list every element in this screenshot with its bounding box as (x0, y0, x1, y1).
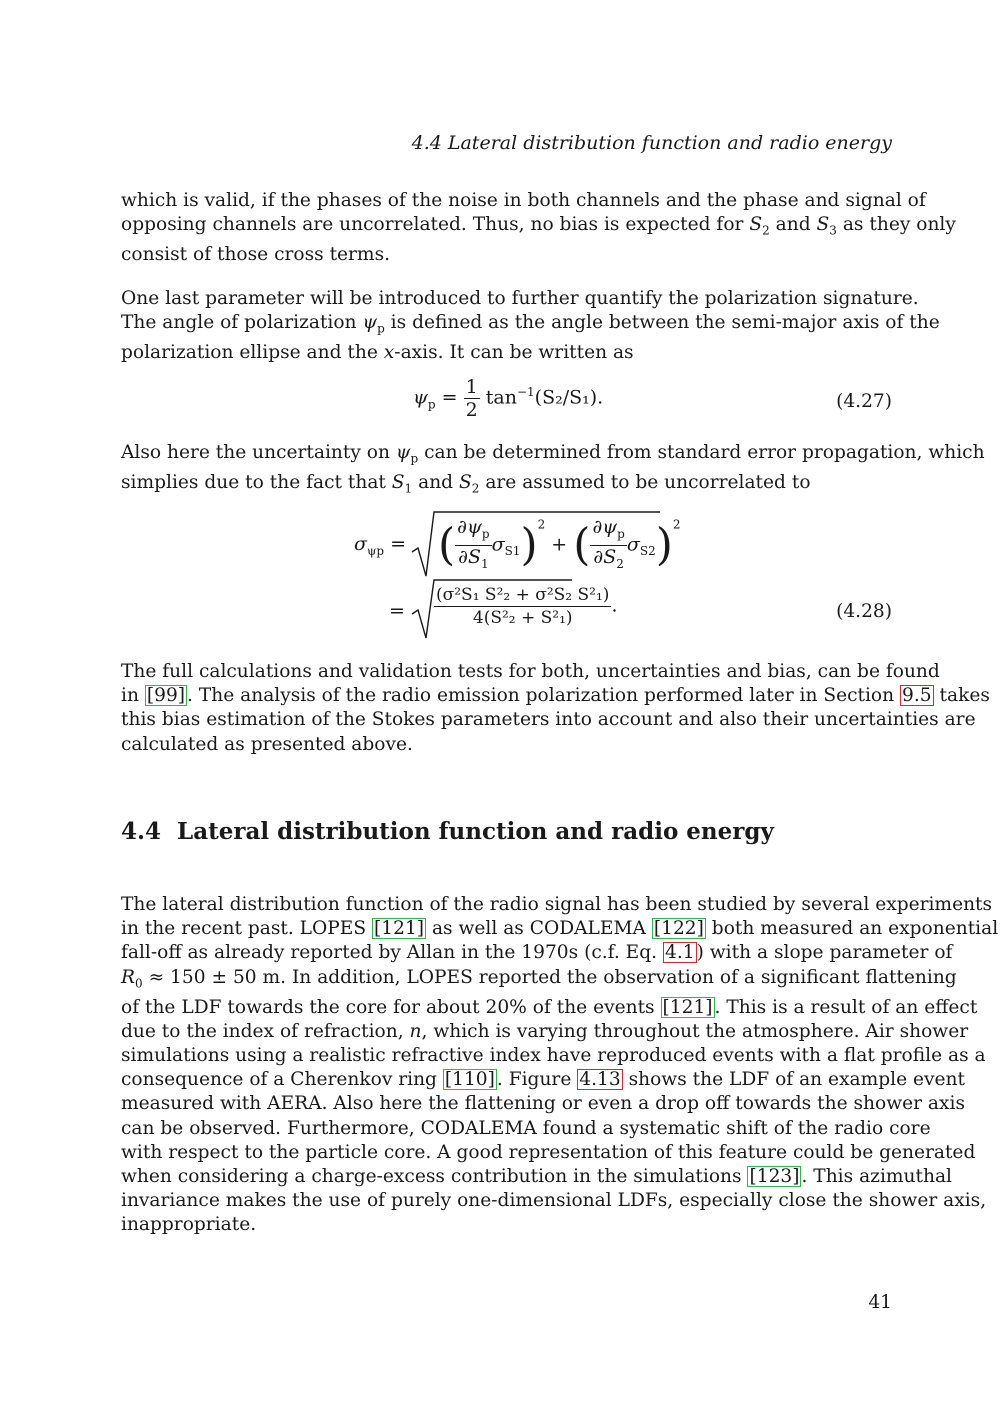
text-line: invariance makes the use of purely one-dimensional LDFs, especially close the shower axis, (121, 1190, 987, 1212)
equation-number: (4.28) (836, 601, 892, 622)
text-line: due to the index of refraction, n, which is varying throughout the atmosphere. Air shower (121, 1020, 969, 1042)
equation-link-4-1[interactable]: 4.1 (665, 942, 695, 964)
text-line: The angle of polarization $\psi_p$ is defined as the angle between the semi-major axis of the (121, 312, 940, 336)
text-line: this bias estimation of the Stokes parameters into account and also their uncertainties are (121, 709, 976, 731)
text-line: One last parameter will be introduced to further quantify the polarization signature. (121, 288, 919, 309)
citation-link-110[interactable]: [110] (444, 1069, 495, 1091)
text-line: calculated as presented above. (121, 733, 413, 755)
text-line: opposing channels are uncorrelated. Thus, no bias is expected for $S_2$ and $S_3$ as they only (121, 214, 956, 238)
text-line: which is valid, if the phases of the noise in both channels and the phase and signal of (121, 190, 926, 211)
paragraph-ldf (121, 893, 999, 1238)
equation-equals: = (389, 600, 405, 622)
equation-rhs-line1: ( $\frac{\partial\psi_p}{\partial S_1}$ $\sigma_{S1})^2$ + ( $\frac{\partial\psi_p}{\partial S_2}$ $\sigma_{S2})^2$ (438, 516, 681, 571)
paragraph-validation (121, 660, 990, 757)
text-line: when considering a charge-excess contribution in the simulations [123] . This azimuthal (121, 1165, 952, 1187)
section-link-9-5[interactable]: 9.5 (902, 685, 932, 707)
text-line: The lateral distribution function of the radio signal has been studied by several experiments (121, 894, 993, 915)
text-line: consist of those cross terms. (121, 244, 391, 266)
text-line: $R_0 \approx 150 \pm 50$ m. In addition, LOPES reported the observation of a significant flattening (121, 966, 957, 991)
text-line: polarization ellipse and the x-axis. It can be written as (121, 342, 634, 364)
equation-lhs: $\sigma_{\psi p}$ = (354, 533, 407, 558)
text-line: measured with AERA. Also here the flattening or even a drop off towards the shower axis (121, 1093, 965, 1115)
citation-link-123[interactable]: [123] (749, 1165, 800, 1187)
text-line: with respect to the particle core. A good representation of this feature could be generated (121, 1141, 976, 1163)
citation-link-122[interactable]: [122] (653, 918, 704, 940)
text-line: fall-off as already reported by Allan in the 1970s (c.f. Eq. 4.1 ) with a slope parameter of (121, 942, 953, 964)
text-line: of the LDF towards the core for about 20% of the events [121] . This is a result of an effect (121, 996, 978, 1018)
text-line: The full calculations and validation tests for both, uncertainties and bias, can be found (121, 661, 940, 682)
figure-link-4-13[interactable]: 4.13 (579, 1069, 621, 1091)
text-line: can be observed. Furthermore, CODALEMA found a systematic shift of the radio core (121, 1117, 931, 1139)
citation-link-121[interactable]: [121] (374, 918, 425, 940)
running-header: 4.4 Lateral distribution function and radio energy (411, 132, 892, 154)
text-line: consequence of a Cherenkov ring [110] . Figure 4.13 shows the LDF of an example event (121, 1069, 965, 1091)
paragraph-polarization-angle (121, 287, 940, 365)
text-line: simulations using a realistic refractive index have reproduced events with a flat profile as a (121, 1044, 986, 1066)
page-number: 41 (868, 1292, 892, 1313)
equation-number: (4.27) (836, 391, 892, 412)
text-line: Also here the uncertainty on $\psi_p$ can be determined from standard error propagation, which (121, 442, 985, 466)
text-line: simplies due to the fact that $S_1$ and $S_2$ are assumed to be uncorrelated to (121, 471, 811, 496)
equation-rhs-line2: $\frac{\text{(σ²S₁ S²₂ + σ²S₂ S²₁)}}{\text{4(S²₂ + S²₁)}}$ . (436, 585, 618, 628)
text-line: inappropriate. (121, 1214, 257, 1236)
equation-4-27: $\psi_p$ = $\frac{1}{2}$ $\tan^{-1}(S_2/S_1)$. (413, 376, 604, 421)
citation-link-121[interactable]: [121] (662, 996, 713, 1018)
text-line: in [99] . The analysis of the radio emission polarization performed later in Section 9.5 takes (121, 685, 990, 707)
text-line: in the recent past. LOPES [121] as well as CODALEMA [122] both measured an exponential (121, 918, 999, 940)
section-heading: 4.4 Lateral distribution function and radio energy (121, 818, 774, 845)
citation-link-99[interactable]: [99] (146, 685, 186, 707)
paragraph-bias (121, 189, 956, 267)
paragraph-uncertainty (121, 441, 985, 501)
